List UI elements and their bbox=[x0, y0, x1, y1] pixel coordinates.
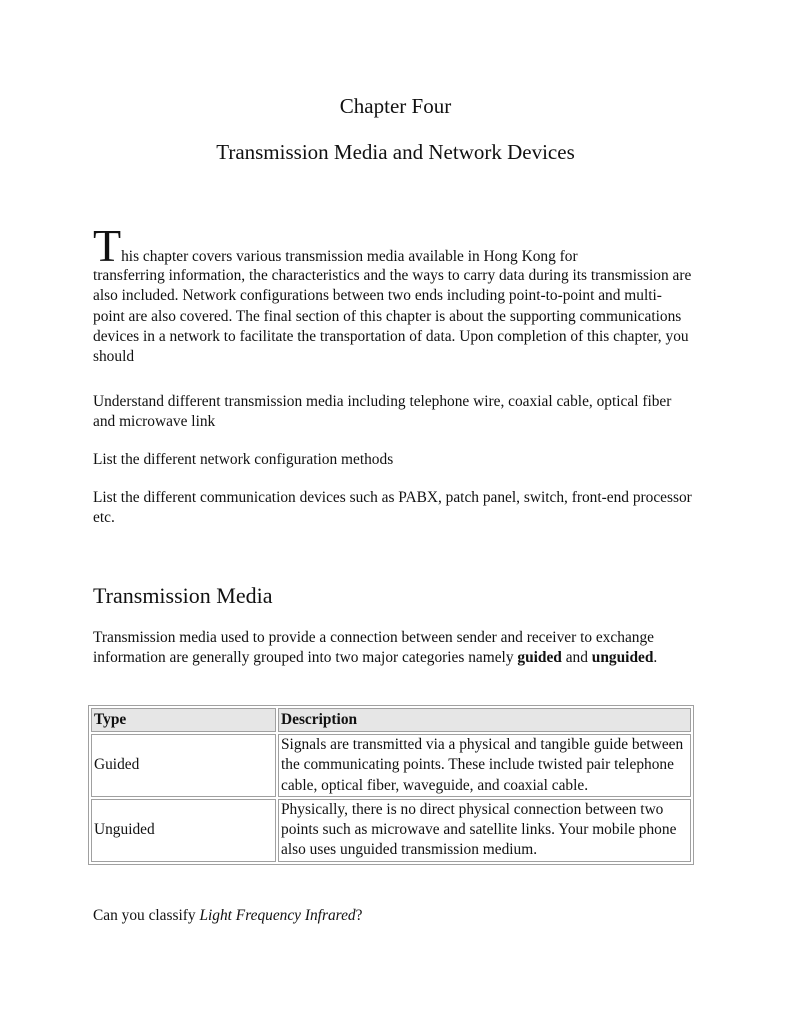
chapter-title: Chapter Four bbox=[339, 94, 452, 118]
objective-item: Understand different transmission media including telephone wire, coaxial cable, optical fiber and microwave link bbox=[93, 393, 672, 431]
closing-question-term: Light Frequency Infrared bbox=[199, 907, 356, 924]
drop-cap: T bbox=[93, 220, 122, 271]
section-paragraph-end: . bbox=[653, 649, 658, 667]
table-cell-type: Unguided bbox=[91, 799, 276, 862]
term-guided: guided bbox=[517, 649, 562, 667]
table-header-row bbox=[91, 708, 691, 732]
intro-first-line-text: his chapter covers various transmission media available in Hong Kong for bbox=[121, 248, 578, 265]
section-paragraph-joiner: and bbox=[561, 649, 592, 667]
table-row bbox=[91, 799, 691, 862]
intro-remaining-text: transferring information, the characteristics and the ways to carry data during its transmission are also included. Network configurations between two ends including point-to-point and multi-point are also covered. The final section of this chapter is about the supporting communications devices in a network to facilitate the transportation of data. Upon completion of this chapter, you should bbox=[93, 267, 692, 366]
chapter-subtitle: Transmission Media and Network Devices bbox=[216, 140, 575, 164]
media-table bbox=[88, 705, 694, 865]
term-unguided: unguided bbox=[591, 649, 654, 667]
section-paragraph bbox=[93, 628, 693, 669]
table-cell-description: Signals are transmitted via a physical and tangible guide between the communicating points. These include twisted pair telephone cable, optical fiber, waveguide, and coaxial cable. bbox=[278, 734, 691, 797]
objective-item: List the different communication devices such as PABX, patch panel, switch, front-end processor etc. bbox=[93, 489, 692, 527]
intro-paragraph bbox=[93, 220, 693, 367]
section-paragraph-text: Transmission media used to provide a connection between sender and receiver to exchange information are generally grouped into two major categories namely bbox=[93, 629, 655, 667]
closing-question-text: Can you classify bbox=[93, 907, 200, 924]
table-row bbox=[91, 734, 691, 797]
table-cell-type: Guided bbox=[91, 734, 276, 797]
table-cell-description: Physically, there is no direct physical connection between two points such as microwave and satellite links. Your mobile phone also uses unguided transmission medium. bbox=[278, 799, 691, 862]
table-header-type: Type bbox=[91, 708, 276, 732]
table-header-description: Description bbox=[278, 708, 691, 732]
objective-item: List the different network configuration methods bbox=[93, 451, 394, 468]
closing-question bbox=[93, 906, 362, 926]
closing-question-mark: ? bbox=[355, 907, 363, 924]
section-heading: Transmission Media bbox=[93, 583, 273, 608]
intro-first-line bbox=[93, 220, 693, 271]
